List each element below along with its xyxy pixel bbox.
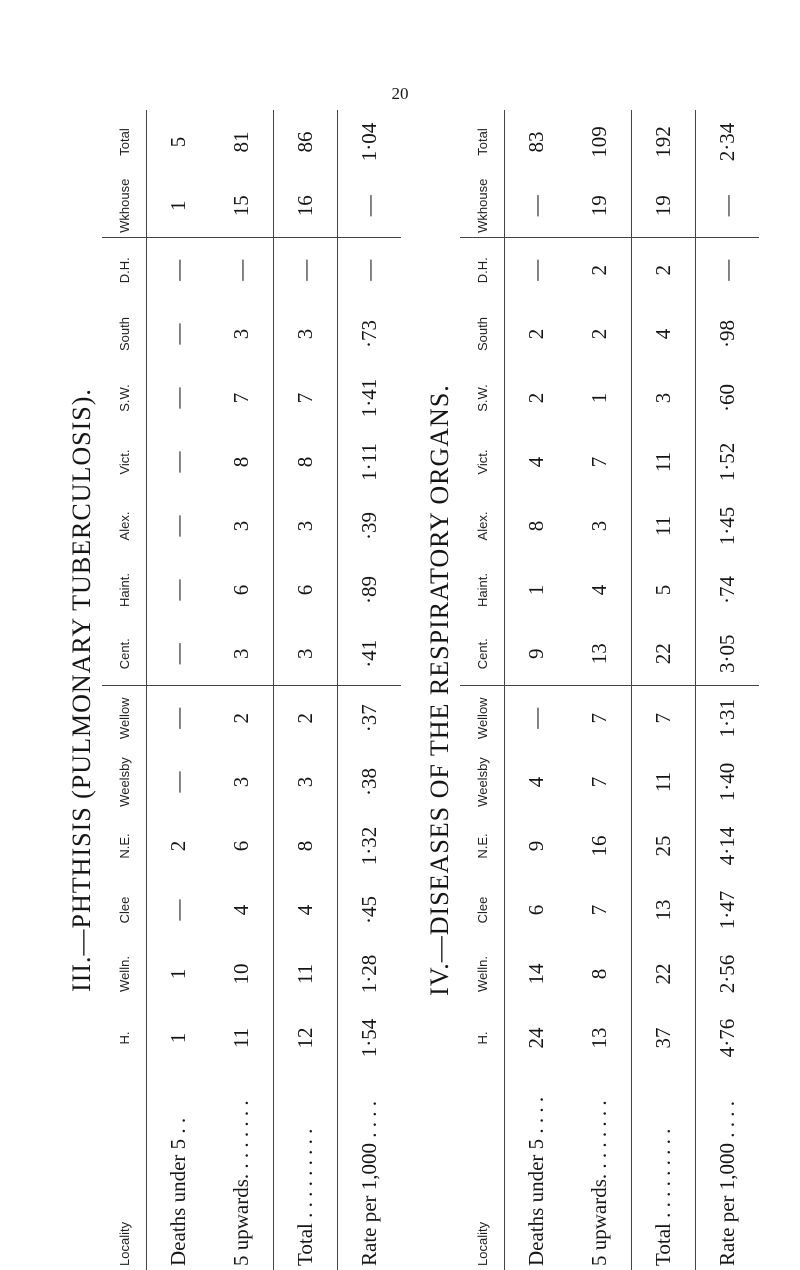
table-cell: 4 bbox=[524, 776, 548, 788]
table-row bbox=[210, 110, 274, 1270]
table-cell: 19 bbox=[632, 174, 696, 238]
table-cell: — bbox=[166, 451, 190, 473]
table-cell: 1·11 bbox=[338, 430, 402, 494]
column-header: D.H. bbox=[102, 238, 147, 302]
table-cell: 22 bbox=[632, 942, 696, 1006]
column-header: Alex. bbox=[460, 494, 505, 558]
table-cell: ·37 bbox=[338, 686, 402, 750]
column-header: South bbox=[460, 302, 505, 366]
column-header: Vict. bbox=[102, 430, 147, 494]
table-cell: 24 bbox=[524, 1027, 548, 1049]
table-cell: ·39 bbox=[338, 494, 402, 558]
table-cell: — bbox=[147, 622, 211, 686]
table-cell: 3 bbox=[274, 622, 338, 686]
column-header: D.H. bbox=[460, 238, 505, 302]
table-cell: ·98 bbox=[696, 302, 760, 366]
column-header: South bbox=[102, 302, 147, 366]
table-cell: 2 bbox=[229, 713, 253, 724]
table-cell: 2 bbox=[166, 840, 190, 852]
table-cell: 5 bbox=[166, 136, 190, 148]
table-cell: 1·54 bbox=[338, 1006, 402, 1070]
table-cell: 8 bbox=[274, 430, 338, 494]
table-cell: 16 bbox=[587, 835, 611, 857]
table-cell: 3 bbox=[274, 750, 338, 814]
table-cell: 9 bbox=[524, 840, 548, 852]
table-cell: 3 bbox=[587, 520, 611, 532]
table-cell: 6 bbox=[229, 840, 253, 852]
table-cell: 25 bbox=[632, 814, 696, 878]
column-header: Cent. bbox=[460, 622, 505, 686]
header-row bbox=[460, 110, 505, 1270]
table-row bbox=[505, 110, 569, 1270]
table-row bbox=[147, 110, 211, 1270]
column-header: Total bbox=[460, 110, 505, 174]
table-cell: 22 bbox=[632, 622, 696, 686]
column-header: H. bbox=[460, 1006, 505, 1070]
table-cell: ·74 bbox=[696, 558, 760, 622]
table-cell: ·60 bbox=[696, 366, 760, 430]
table-cell: 3 bbox=[632, 366, 696, 430]
table-cell: 8 bbox=[274, 814, 338, 878]
table-cell: 5 bbox=[632, 558, 696, 622]
column-header: S.W. bbox=[460, 366, 505, 430]
table-cell: 4 bbox=[229, 904, 253, 916]
table-cell: 1·40 bbox=[696, 750, 760, 814]
table-cell: 3·05 bbox=[696, 622, 760, 686]
table-cell: — bbox=[166, 579, 190, 601]
table-cell: 16 bbox=[274, 174, 338, 238]
column-header: Clee bbox=[102, 878, 147, 942]
table-cell: 11 bbox=[274, 942, 338, 1006]
table-cell: 2 bbox=[587, 328, 611, 340]
table-cell: — bbox=[696, 174, 760, 238]
table-cell: 3 bbox=[229, 776, 253, 788]
column-header: Wellow bbox=[460, 686, 505, 750]
column-header: Weelsby bbox=[102, 750, 147, 814]
table-cell: — bbox=[166, 323, 190, 345]
table-cell: 109 bbox=[587, 126, 611, 158]
table-cell: 1 bbox=[147, 174, 211, 238]
table-cell: 1·04 bbox=[338, 110, 402, 174]
table-cell: 1·31 bbox=[696, 686, 760, 750]
table-cell: 2 bbox=[274, 686, 338, 750]
table-cell: 1·47 bbox=[696, 878, 760, 942]
table-cell: 2 bbox=[632, 238, 696, 302]
column-header: Alex. bbox=[102, 494, 147, 558]
table-cell: 1·45 bbox=[696, 494, 760, 558]
row-label: Rate per 1,000 . . . . bbox=[696, 1070, 760, 1270]
table-cell: — bbox=[166, 387, 190, 409]
table-row bbox=[632, 110, 696, 1270]
column-header: Weelsby bbox=[460, 750, 505, 814]
table-cell: 1 bbox=[524, 584, 548, 596]
table-cell: ·41 bbox=[338, 622, 402, 686]
table-cell: 10 bbox=[229, 963, 253, 985]
table-cell: 3 bbox=[210, 622, 274, 686]
table-cell: — bbox=[166, 515, 190, 537]
table-cell: 2·56 bbox=[696, 942, 760, 1006]
table-cell: 3 bbox=[274, 302, 338, 366]
table-row bbox=[338, 110, 402, 1270]
table-cell: 7 bbox=[587, 904, 611, 916]
table-cell: 1 bbox=[166, 1032, 190, 1044]
table-cell: ·89 bbox=[338, 558, 402, 622]
table-cell: 37 bbox=[632, 1006, 696, 1070]
table-cell: ·38 bbox=[338, 750, 402, 814]
table-cell: 19 bbox=[568, 174, 632, 238]
table-cell: 7 bbox=[229, 392, 253, 404]
column-header: N.E. bbox=[102, 814, 147, 878]
column-header: Cent. bbox=[102, 622, 147, 686]
table-cell: 1 bbox=[166, 968, 190, 980]
table-cell: 1 bbox=[587, 392, 611, 404]
table-cell: ·73 bbox=[338, 302, 402, 366]
table-cell: 14 bbox=[524, 963, 548, 985]
table-cell: 4·14 bbox=[696, 814, 760, 878]
column-header: S.W. bbox=[102, 366, 147, 430]
column-header: H. bbox=[102, 1006, 147, 1070]
row-label: 5 upwards. . . . . . . . bbox=[587, 1100, 611, 1266]
table-cell: — bbox=[166, 259, 190, 281]
table-cell: 2 bbox=[524, 392, 548, 404]
row-label: Total . . . . . . . . . bbox=[632, 1070, 696, 1270]
table-cell: 7 bbox=[274, 366, 338, 430]
table-cell: 1·28 bbox=[338, 942, 402, 1006]
table-cell: 86 bbox=[274, 110, 338, 174]
table-cell: — bbox=[524, 259, 548, 281]
table-cell: 11 bbox=[632, 494, 696, 558]
table-cell: 8 bbox=[524, 520, 548, 532]
column-header: Haint. bbox=[102, 558, 147, 622]
table-cell: — bbox=[274, 238, 338, 302]
table-cell: 15 bbox=[210, 174, 274, 238]
table-row bbox=[568, 110, 632, 1270]
column-header: Wkhouse bbox=[102, 174, 147, 238]
table-cell: 81 bbox=[229, 131, 253, 153]
table-cell: 13 bbox=[632, 878, 696, 942]
table-cell: 12 bbox=[274, 1006, 338, 1070]
table-cell: 1·41 bbox=[338, 366, 402, 430]
table-cell: 2 bbox=[587, 265, 611, 276]
table-cell: — bbox=[166, 771, 190, 793]
section-4-title: IV.—DISEASES OF THE RESPIRATORY ORGANS. bbox=[425, 384, 454, 996]
page-number: 20 bbox=[391, 84, 409, 103]
table-cell: 11 bbox=[229, 1027, 253, 1049]
table-cell: 9 bbox=[505, 622, 569, 686]
column-header: Welln. bbox=[460, 942, 505, 1006]
table-cell: 7 bbox=[587, 713, 611, 724]
respiratory-table bbox=[460, 110, 759, 1270]
table-cell: — bbox=[338, 174, 402, 238]
table-cell: — bbox=[166, 707, 190, 729]
table-cell: — bbox=[505, 174, 569, 238]
row-label: Deaths under 5 . . . . bbox=[524, 1096, 548, 1266]
table-cell: — bbox=[696, 238, 760, 302]
table-cell: 4·76 bbox=[696, 1006, 760, 1070]
column-header: Wellow bbox=[102, 686, 147, 750]
table-cell: 4 bbox=[632, 302, 696, 366]
table-cell: 4 bbox=[274, 878, 338, 942]
header-row bbox=[102, 110, 147, 1270]
column-header: Wkhouse bbox=[460, 174, 505, 238]
table-cell: 7 bbox=[632, 686, 696, 750]
table-cell: 6 bbox=[229, 584, 253, 596]
table-cell: 7 bbox=[587, 776, 611, 788]
table-cell: 8 bbox=[229, 456, 253, 468]
table-row bbox=[696, 110, 760, 1270]
column-header: Welln. bbox=[102, 942, 147, 1006]
column-header: Vict. bbox=[460, 430, 505, 494]
table-cell: 6 bbox=[274, 558, 338, 622]
column-header: Locality bbox=[102, 1070, 147, 1270]
table-cell: 4 bbox=[587, 584, 611, 596]
table-cell: 11 bbox=[632, 750, 696, 814]
column-header: Locality bbox=[460, 1070, 505, 1270]
table-cell: 2 bbox=[524, 328, 548, 340]
table-cell: 192 bbox=[632, 110, 696, 174]
row-label: Deaths under 5 . . bbox=[166, 1117, 190, 1266]
column-header: Clee bbox=[460, 878, 505, 942]
row-label: 5 upwards. . . . . . . . bbox=[229, 1100, 253, 1266]
table-cell: 4 bbox=[524, 456, 548, 468]
table-cell: 6 bbox=[524, 904, 548, 916]
table-cell: 3 bbox=[229, 520, 253, 532]
rotated-tables bbox=[10, 110, 790, 1270]
table-cell: 2·34 bbox=[696, 110, 760, 174]
table-cell: 13 bbox=[568, 622, 632, 686]
table-cell: 11 bbox=[632, 430, 696, 494]
table-cell: 7 bbox=[587, 456, 611, 468]
table-cell: ·45 bbox=[338, 878, 402, 942]
table-row bbox=[274, 110, 338, 1270]
table-cell: 13 bbox=[587, 1027, 611, 1049]
column-header: Haint. bbox=[460, 558, 505, 622]
table-cell: 1·52 bbox=[696, 430, 760, 494]
table-cell: 3 bbox=[274, 494, 338, 558]
row-label: Total . . . . . . . . . bbox=[274, 1070, 338, 1270]
phthisis-table bbox=[102, 110, 401, 1270]
table-cell: 1·32 bbox=[338, 814, 402, 878]
table-cell: 3 bbox=[229, 328, 253, 340]
table-cell: — bbox=[166, 899, 190, 921]
column-header: N.E. bbox=[460, 814, 505, 878]
section-3-title: III.—PHTHISIS (PULMONARY TUBERCULOSIS). bbox=[67, 388, 96, 992]
table-cell: — bbox=[338, 238, 402, 302]
table-cell: 8 bbox=[587, 968, 611, 980]
column-header: Total bbox=[102, 110, 147, 174]
table-cell: — bbox=[524, 707, 548, 729]
table-cell: — bbox=[229, 259, 253, 281]
row-label: Rate per 1,000 . . . . bbox=[338, 1070, 402, 1270]
table-cell: 83 bbox=[524, 131, 548, 153]
